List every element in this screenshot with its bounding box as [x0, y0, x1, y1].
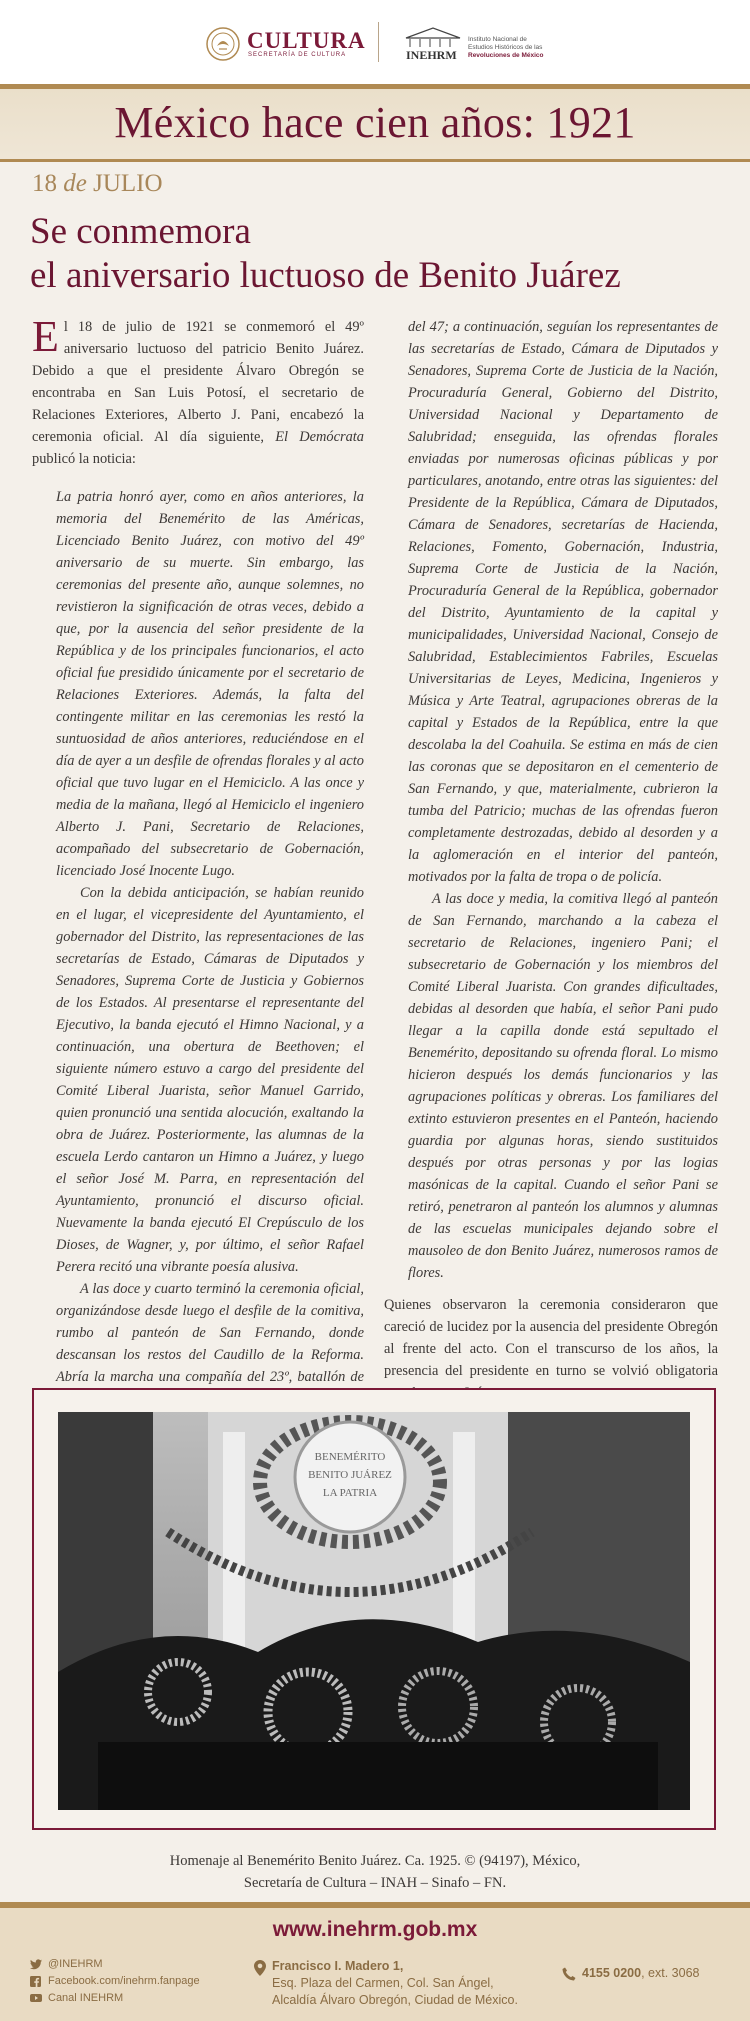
footer-gold-rule	[0, 1902, 750, 1908]
cultura-subtitle: SECRETARÍA DE CULTURA	[248, 52, 347, 58]
twitter-handle: @INEHRM	[48, 1958, 103, 1970]
article-headline	[30, 210, 621, 298]
location-pin-icon	[254, 1960, 266, 1976]
website-link[interactable]: www.inehrm.gob.mx	[272, 1918, 478, 1941]
inehrm-name	[468, 36, 608, 60]
article-column-1	[32, 312, 364, 1432]
inehrm-line-2: Estudios Históricos de las	[468, 44, 543, 51]
intro-text: l 18 de julio de 1921 se conmemoró el 49º aniversario luctuoso del patricio Benito Juárez. Debido a que el presidente Álvaro Obregón se encontraba en San Luis Potosí, el secretario de Relaciones Exteriores, Alberto J. Pani, encabezó la ceremonia oficial. Al día siguiente,	[32, 319, 364, 445]
building-icon	[404, 26, 462, 48]
facebook-page: Facebook.com/inehrm.fanpage	[48, 1975, 200, 1987]
title-banner	[0, 89, 750, 159]
quote-paragraph-3: A las doce y cuarto terminó la ceremonia oficial, organizándose desde luego el desfile de la comitiva, rumbo al panteón de San Fernando, donde descansan los restos del Caudillo de la Reforma. Abría la marcha una compañía del 23º, batallón de	[56, 1281, 364, 1385]
date-de: de	[63, 170, 87, 197]
date-month: JULIO	[93, 170, 163, 197]
headline-line-1: Se conmemora	[30, 211, 251, 252]
cultura-wordmark: CULTURA	[247, 28, 366, 53]
header	[0, 0, 750, 84]
caption-line-1: Homenaje al Benemérito Benito Juárez. Ca. 1925. © (94197), México,	[169, 1853, 581, 1869]
intro-paragraph	[32, 312, 364, 470]
historical-photo	[58, 1412, 690, 1810]
address-line-2: Esq. Plaza del Carmen, Col. San Ángel,	[272, 1976, 494, 1990]
intro-text-end: publicó la noticia:	[32, 451, 136, 467]
article-column-2	[384, 316, 718, 1404]
plaque-line-3: LA PATRIA	[322, 1487, 378, 1499]
photo-caption	[0, 1850, 750, 1894]
newspaper-name: El Demócrata	[275, 429, 364, 445]
article-date	[32, 170, 163, 198]
headline-line-2: el aniversario luctuoso de Benito Juárez	[30, 255, 621, 296]
drop-cap: E	[32, 312, 59, 361]
closing-paragraph: Quienes observaron la ceremonia consideraron que careció de lucidez por la ausencia del presidente Obregón al frente del acto. Con el transcurso de los años, la presencia del presidente en turno se volvió obligatoria	[384, 1297, 718, 1379]
newspaper-quote-continued	[384, 316, 718, 1284]
youtube-icon	[30, 1993, 42, 2003]
phone-icon	[562, 1967, 576, 1981]
plaque-line-2: BENITO JUÁREZ	[308, 1469, 392, 1481]
photo-frame	[32, 1388, 716, 1830]
quote-paragraph-2: Con la debida anticipación, se habían reunido en el lugar, el vicepresidente del Ayuntamiento, el gobernador del Distrito, las representaciones de las secretarías de Estado, Cámaras de Diputados y Senadores, Suprema Corte de Justicia y Gobiernos de los Estados. Al presentarse el representante del Ejecutivo, la banda ejecutó el Himno Nacional, y a continuación, una obertura de Beethoven; el siguiente número estuvo a cargo del presidente del Comité Liberal Juarista, señor Manuel Garrido, quien pronunció una sentida alocución, exaltando la obra de Juárez. Posteriormente, las alumnas de la escuela Lerdo cantaron un Himno a Juárez, y luego el señor José M. Parra, en representación del Ayuntamiento, pronunció el discurso oficial. Nuevamente la banda ejecutó El Crepúsculo de los Dioses, de Wagner, y, por último, el señor Rafael Perera recitó una vibrante poesía alusiva.	[56, 885, 364, 1275]
header-divider	[378, 22, 379, 62]
mexican-seal-icon	[205, 26, 241, 62]
newspaper-quote	[32, 486, 364, 1432]
twitter-icon	[30, 1959, 42, 1970]
footer	[0, 1902, 750, 2021]
inehrm-line-3: Revoluciones de México	[468, 52, 544, 59]
banner-title: México hace cien años: 1921	[114, 98, 636, 147]
address-line-1: Francisco I. Madero 1,	[272, 1959, 404, 1973]
phone-ext: , ext. 3068	[641, 1966, 700, 1980]
inehrm-wordmark: INEHRM	[406, 48, 457, 62]
facebook-icon	[30, 1976, 41, 1987]
address-line-3: Alcaldía Álvaro Obregón, Ciudad de México.	[272, 1993, 518, 2007]
quote-paragraph-1: La patria honró ayer, como en años anteriores, la memoria del Benemérito de las Américas, Licenciado Benito Juárez, con motivo del 49º aniversario de su muerte. Sin embargo, las ceremonias del presente año, aunque solemnes, no revistieron la significación de otras veces, debido a que, por la ausencia del señor presidente de la República y de los principales funcionarios, el acto oficial fue presidido únicamente por el secretario de Relaciones Exteriores. Además, la falta del contingente militar en las ceremonias les restó la suntuosidad de años anteriores, reduciéndose en el día de ayer a un desfile de ofrendas florales y al acto oficial que tuvo lugar en el Hemiciclo. A las once y media de la mañana, llegó al Hemiciclo el ingeniero Alberto J. Pani, Secretario de Relaciones, acompañado del subsecretario de Gobernación, licenciado José Inocente Lugo.	[56, 489, 364, 879]
inehrm-line-1: Instituto Nacional de	[468, 36, 527, 43]
quote-paragraph-4: A las doce y media, la comitiva llegó al panteón de San Fernando, marchando a la cabeza el secretario de Relaciones, ingeniero Pani; el subsecretario de Gobernación y los miembros del Comité Liberal Juarista. Con grandes dificultades, debidas al desorden que había, el señor Pani pudo llegar a la capilla donde está sepultado el Benemérito, depositando su ofrenda floral. Lo mismo hicieron después los demás funcionarios y las agrupaciones políticas y obreras. Los familiares del extinto estuvieron presentes en el Panteón, haciendo guardia por algunas horas, siendo sustituidos después por otras personas y por las logias masónicas de la capital. Cuando el señor Pani se retiró, penetraron al panteón los alumnos y alumnas de las escuelas municipales dejando sobre el mausoleo de don Benito Juárez, numerosos ramos de flores.	[408, 891, 718, 1281]
quote-paragraph-3-continued: del 47; a continuación, seguían los representantes de las secretarías de Estado, Cámara de Diputados y Senadores, Suprema Corte de Justicia de la Nación, Procuraduría General, Gobierno del Distrito, Universidad Nacional y Departamento de Salubridad; enseguida, las ofrendas florales enviadas por numerosas oficinas públicas y por particulares, anotando, entre otras las siguientes: del Presidente de la República, Cámara de Diputados, Cámara de Senadores, secretarías de Hacienda, Relaciones, Fomento, Gobernación, Industria, Suprema Corte de Justicia de la Nación, Procuraduría General de la República, gobernador del Distrito, Ayuntamiento de la capital y municipalidades, Universidad Nacional, Consejo de Salubridad, Establecimientos Fabriles, Escuelas Universitarias de Leyes, Medicina, Ingenieros y Música y Arte Teatral, agrupaciones obreras de la capital y Estados de la República, entre la que descolaba la del Coahuila. Se estima en más de cien las coronas que se depositaron en el cementerio de San Fernando, y que, materialmente, cubrieron la tumba del Patricio; muchas de las ofrendas fueron completamente destrozadas, debido al desorden y a la aglomeración en el interior del panteón, motivados por la falta de tropa o de policía.	[408, 319, 718, 885]
phone-main: 4155 0200	[582, 1966, 642, 1980]
ceremony-photo-illustration	[58, 1412, 690, 1810]
gold-rule-bottom	[0, 159, 750, 162]
channel-name: Canal INEHRM	[48, 1992, 124, 2004]
plaque-line-1: BENEMÉRITO	[314, 1451, 386, 1463]
date-day: 18	[32, 170, 57, 197]
caption-line-2: Secretaría de Cultura – INAH – Sinafo – FN.	[243, 1875, 507, 1891]
